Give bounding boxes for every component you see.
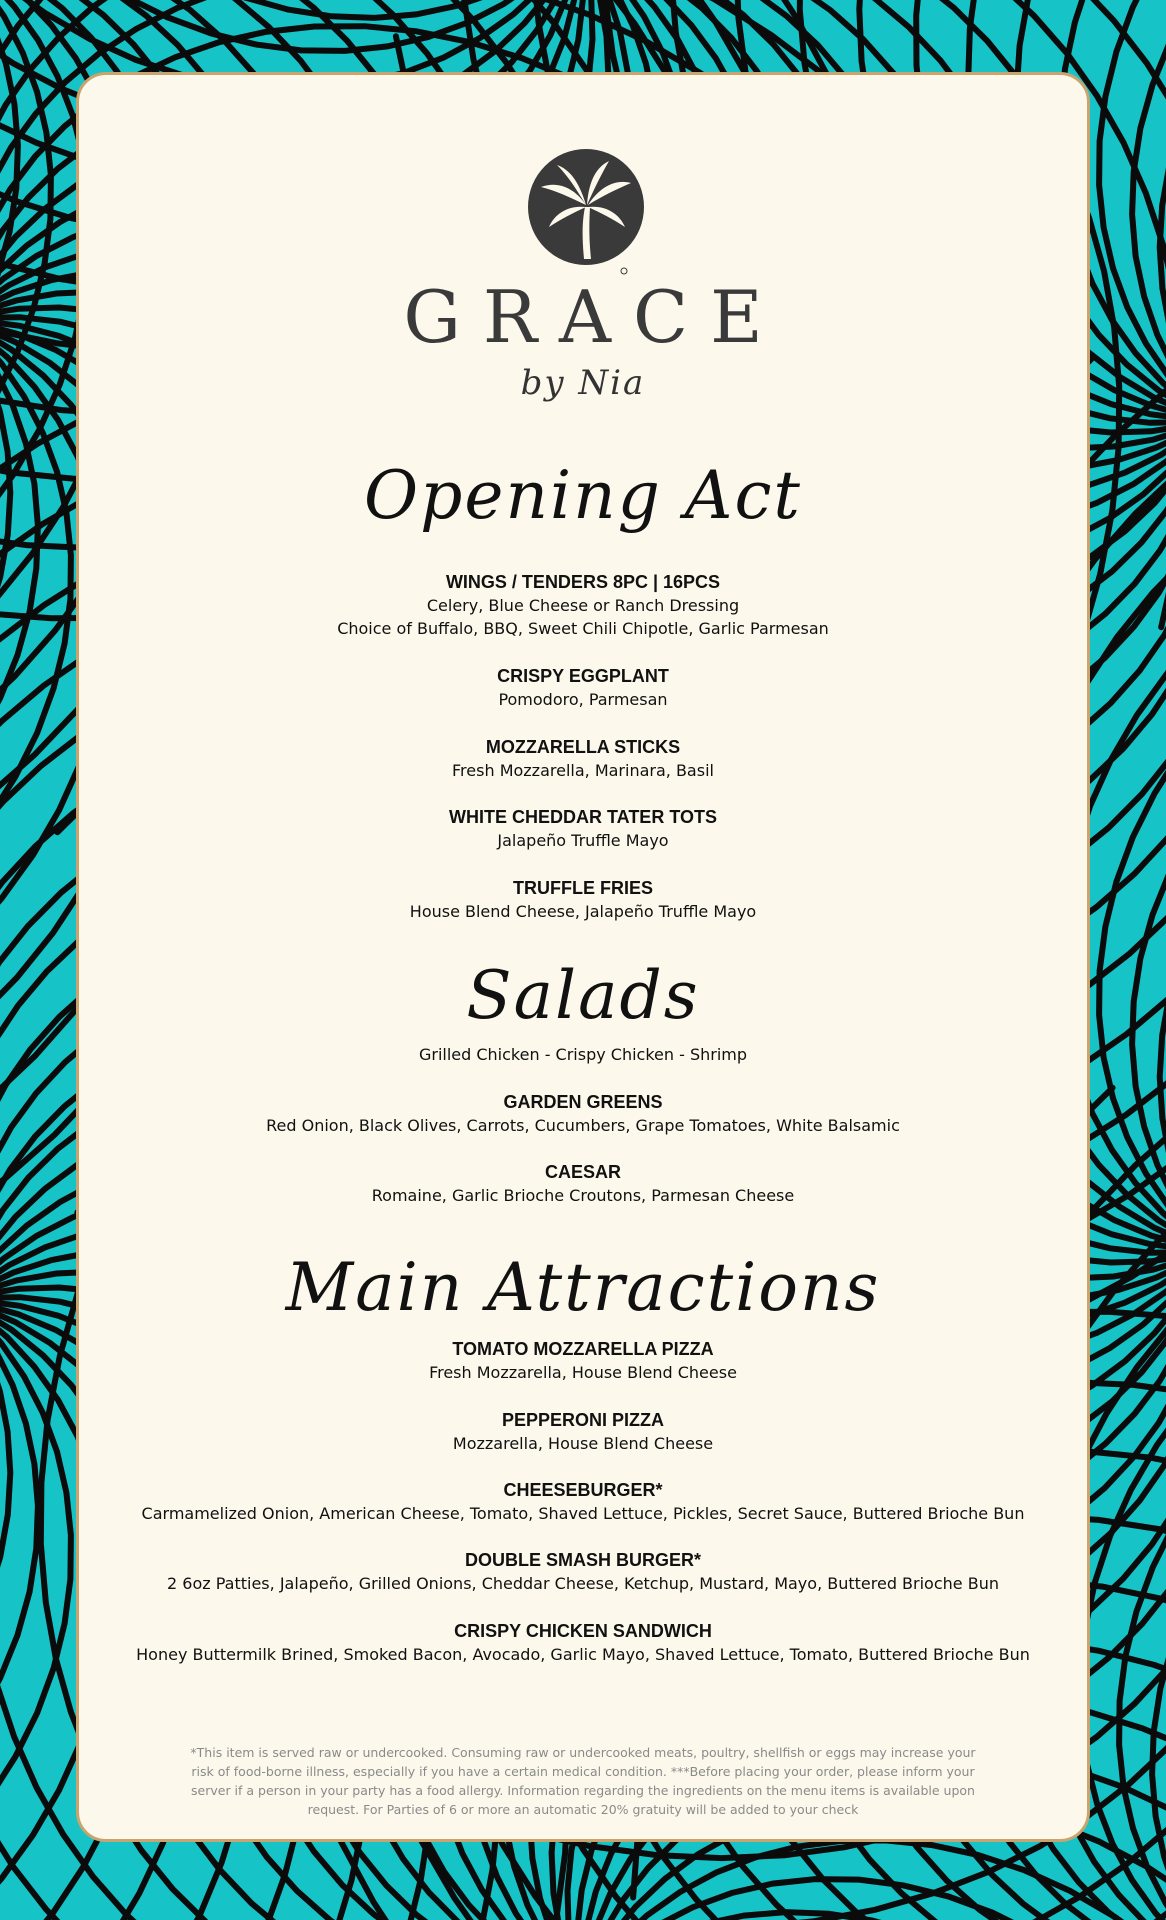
menu-item [79, 570, 1087, 640]
section-title-mains: Main Attractions [285, 1249, 881, 1326]
item-desc: Honey Buttermilk Brined, Smoked Bacon, Avocado, Garlic Mayo, Shaved Lettuce, Tomato, Buttered Brioche Bun [136, 1645, 1030, 1664]
section-title-opening: Opening Act [364, 457, 802, 534]
item-desc: Romaine, Garlic Brioche Croutons, Parmesan Cheese [371, 1186, 795, 1205]
menu-item [79, 1408, 1087, 1455]
sunburst-stripe [0, 320, 10, 928]
item-name: GARDEN GREENS [503, 1092, 663, 1112]
menu-card [76, 72, 1090, 1842]
item-name: TRUFFLE FRIES [513, 878, 653, 898]
item-name: CRISPY CHICKEN SANDWICH [454, 1621, 712, 1641]
item-desc: House Blend Cheese, Jalapeño Truffle Mayo [409, 902, 757, 921]
sunburst-stripe [0, 1300, 10, 1908]
menu-item [79, 1337, 1087, 1384]
brand-name: GRACE [403, 275, 785, 359]
item-name: CRISPY EGGPLANT [497, 666, 669, 686]
item-name: CHEESEBURGER* [503, 1480, 663, 1500]
item-desc: Pomodoro, Parmesan [498, 690, 668, 709]
menu-item [79, 1478, 1087, 1525]
menu-item [79, 1548, 1087, 1595]
menu-item [79, 876, 1087, 923]
item-name: MOZZARELLA STICKS [485, 737, 681, 757]
section-title-salads: Salads [466, 957, 700, 1034]
item-desc: 2 6oz Patties, Jalapeño, Grilled Onions, Cheddar Cheese, Ketchup, Mustard, Mayo, Buttered Brioche Bun [167, 1574, 999, 1593]
menu-item [79, 735, 1087, 782]
item-name: CAESAR [544, 1162, 621, 1182]
item-name: PEPPERONI PIZZA [501, 1410, 665, 1430]
brand-tagline: by Nia [520, 363, 646, 403]
item-desc: Fresh Mozzarella, Marinara, Basil [452, 761, 714, 780]
item-name: WHITE CHEDDAR TATER TOTS [449, 807, 717, 827]
disclaimer: *This item is served raw or undercooked. Consuming raw or undercooked meats, poultry, shellfish or eggs may increase your risk of food-borne illness, especially if you have a certain medical condition. ***Before placing your order, please inform your server if a person in your party has a food allergy. Information regarding the ingredients on the menu items is available upon request. For Parties of 6 or more an automatic 20% gratuity will be added to your check [190, 1745, 976, 1817]
item-desc: Celery, Blue Cheese or Ranch Dressing [426, 596, 740, 615]
menu-item [79, 1619, 1087, 1666]
item-desc: Choice of Buffalo, BBQ, Sweet Chili Chipotle, Garlic Parmesan [337, 619, 829, 638]
item-desc: Carmamelized Onion, American Cheese, Tomato, Shaved Lettuce, Pickles, Secret Sauce, Buttered Brioche Bun [141, 1504, 1025, 1523]
menu-item [79, 664, 1087, 711]
sunburst-stripe [1160, 642, 1166, 1250]
menu-item [79, 1160, 1087, 1207]
item-desc: Jalapeño Truffle Mayo [497, 831, 669, 850]
protein-options: Grilled Chicken - Crispy Chicken - Shrimp [418, 1045, 748, 1064]
item-name: TOMATO MOZZARELLA PIZZA [452, 1339, 714, 1359]
item-desc: Red Onion, Black Olives, Carrots, Cucumbers, Grape Tomatoes, White Balsamic [266, 1116, 900, 1135]
item-name: DOUBLE SMASH BURGER* [464, 1550, 701, 1570]
menu-item [79, 1090, 1087, 1137]
item-name: WINGS / TENDERS 8PC | 16PCS [445, 572, 721, 592]
item-desc: Fresh Mozzarella, House Blend Cheese [429, 1363, 737, 1382]
item-desc: Mozzarella, House Blend Cheese [452, 1434, 714, 1453]
menu-item [79, 805, 1087, 852]
